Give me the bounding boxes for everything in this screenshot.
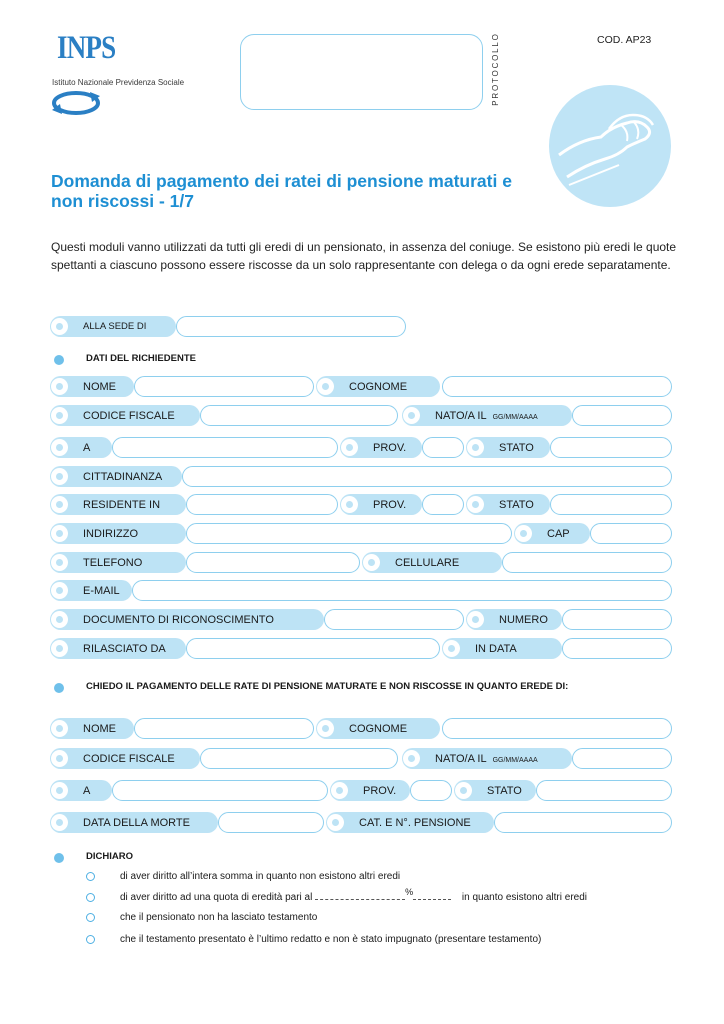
in-data-label: IN DATA xyxy=(442,638,562,659)
defunto-luogo-label: A xyxy=(50,780,112,801)
documento-label: DOCUMENTO DI RICONOSCIMENTO xyxy=(50,609,324,630)
residente-in-label: RESIDENTE IN xyxy=(50,494,186,515)
rilasciato-da-field[interactable] xyxy=(186,638,440,659)
defunto-codice-fiscale-field[interactable] xyxy=(200,748,398,769)
luogo-nascita-field[interactable] xyxy=(112,437,338,458)
telefono-label: TELEFONO xyxy=(50,552,186,573)
handshake-icon xyxy=(549,85,671,207)
stato-nascita-label: STATO xyxy=(466,437,550,458)
cognome-label: COGNOME xyxy=(316,376,440,397)
in-data-field[interactable] xyxy=(562,638,672,659)
documento-field[interactable] xyxy=(324,609,464,630)
cap-label: CAP xyxy=(514,523,590,544)
defunto-nome-field[interactable] xyxy=(134,718,314,739)
declaration-2-text: di aver diritto ad una quota di eredità pari al % in quanto esistono altri eredi xyxy=(120,887,587,903)
inps-logo: INPS xyxy=(57,30,116,66)
defunto-nato-il-field[interactable] xyxy=(572,748,672,769)
stato-residenza-field[interactable] xyxy=(550,494,672,515)
quota-field[interactable] xyxy=(315,899,405,900)
numero-label: NUMERO xyxy=(466,609,562,630)
cognome-field[interactable] xyxy=(442,376,672,397)
declaration-4-text: che il testamento presentato è l’ultimo redatto e non è stato impugnato (presentare testamento) xyxy=(120,934,542,945)
rilasciato-da-label: RILASCIATO DA xyxy=(50,638,186,659)
cittadinanza-field[interactable] xyxy=(182,466,672,487)
email-label: E-MAIL xyxy=(50,580,132,601)
cellulare-label: CELLULARE xyxy=(362,552,502,573)
section-bullet xyxy=(54,355,64,365)
prov-nascita-label: PROV. xyxy=(340,437,422,458)
defunto-prov-field[interactable] xyxy=(410,780,452,801)
defunto-codice-fiscale-label: CODICE FISCALE xyxy=(50,748,200,769)
telefono-field[interactable] xyxy=(186,552,360,573)
declaration-1-radio[interactable] xyxy=(86,872,95,881)
data-morte-field[interactable] xyxy=(218,812,324,833)
email-field[interactable] xyxy=(132,580,672,601)
codice-fiscale-label: CODICE FISCALE xyxy=(50,405,200,426)
cat-pensione-label: CAT. E N°. PENSIONE xyxy=(326,812,494,833)
quota-field-tail xyxy=(413,899,451,900)
section-bullet xyxy=(54,683,64,693)
inps-arrows-icon xyxy=(50,88,104,118)
handshake-illustration xyxy=(549,85,671,207)
codice-fiscale-field[interactable] xyxy=(200,405,398,426)
stato-residenza-label: STATO xyxy=(466,494,550,515)
defunto-stato-field[interactable] xyxy=(536,780,672,801)
section-dichiaro: DICHIARO xyxy=(86,851,133,862)
cat-pensione-field[interactable] xyxy=(494,812,672,833)
stato-nascita-field[interactable] xyxy=(550,437,672,458)
protocol-label: PROTOCOLLO xyxy=(491,32,500,106)
cellulare-field[interactable] xyxy=(502,552,672,573)
data-morte-label: DATA DELLA MORTE xyxy=(50,812,218,833)
nome-field[interactable] xyxy=(134,376,314,397)
cap-field[interactable] xyxy=(590,523,672,544)
section-bullet xyxy=(54,853,64,863)
form-code: COD. AP23 xyxy=(597,34,652,46)
page-title: Domanda di pagamento dei ratei di pensione maturati e non riscossi - 1/7 xyxy=(51,171,512,211)
defunto-nome-label: NOME xyxy=(50,718,134,739)
indirizzo-field[interactable] xyxy=(186,523,512,544)
protocol-box[interactable] xyxy=(240,34,483,110)
intro-text: Questi moduli vanno utilizzati da tutti gli eredi di un pensionato, in assenza del coniuge. Se esistono più eredi le quote spettanti a ciascuno possono essere riscosse da un solo rappresentante con delega o da ogni erede separatamente. xyxy=(51,240,677,272)
declaration-3-radio[interactable] xyxy=(86,913,95,922)
defunto-stato-label: STATO xyxy=(454,780,536,801)
declaration-4-radio[interactable] xyxy=(86,935,95,944)
defunto-prov-label: PROV. xyxy=(330,780,410,801)
defunto-luogo-field[interactable] xyxy=(112,780,328,801)
residente-in-field[interactable] xyxy=(186,494,338,515)
defunto-cognome-label: COGNOME xyxy=(316,718,440,739)
prov-residenza-label: PROV. xyxy=(340,494,422,515)
section-chiedo: CHIEDO IL PAGAMENTO DELLE RATE DI PENSIONE MATURATE E NON RISCOSSE IN QUANTO EREDE DI: xyxy=(86,681,569,692)
cittadinanza-label: CITTADINANZA xyxy=(50,466,182,487)
nato-il-label: NATO/A IL GG/MM/AAAA xyxy=(402,405,572,426)
declaration-3-text: che il pensionato non ha lasciato testamento xyxy=(120,912,318,923)
nome-label: NOME xyxy=(50,376,134,397)
section-richiedente: DATI DEL RICHIEDENTE xyxy=(86,353,196,364)
nato-il-field[interactable] xyxy=(572,405,672,426)
declaration-1-text: di aver diritto all’intera somma in quanto non esistono altri eredi xyxy=(120,871,401,882)
sede-label: ALLA SEDE DI xyxy=(50,316,176,337)
numero-field[interactable] xyxy=(562,609,672,630)
prov-nascita-field[interactable] xyxy=(422,437,464,458)
defunto-nato-il-label: NATO/A IL GG/MM/AAAA xyxy=(402,748,572,769)
percent-sign: % xyxy=(405,887,414,897)
declaration-2-radio[interactable] xyxy=(86,893,95,902)
logo-subtitle: Istituto Nazionale Previdenza Sociale xyxy=(52,78,185,87)
prov-residenza-field[interactable] xyxy=(422,494,464,515)
luogo-nascita-label: A xyxy=(50,437,112,458)
indirizzo-label: INDIRIZZO xyxy=(50,523,186,544)
defunto-cognome-field[interactable] xyxy=(442,718,672,739)
sede-field[interactable] xyxy=(176,316,406,337)
